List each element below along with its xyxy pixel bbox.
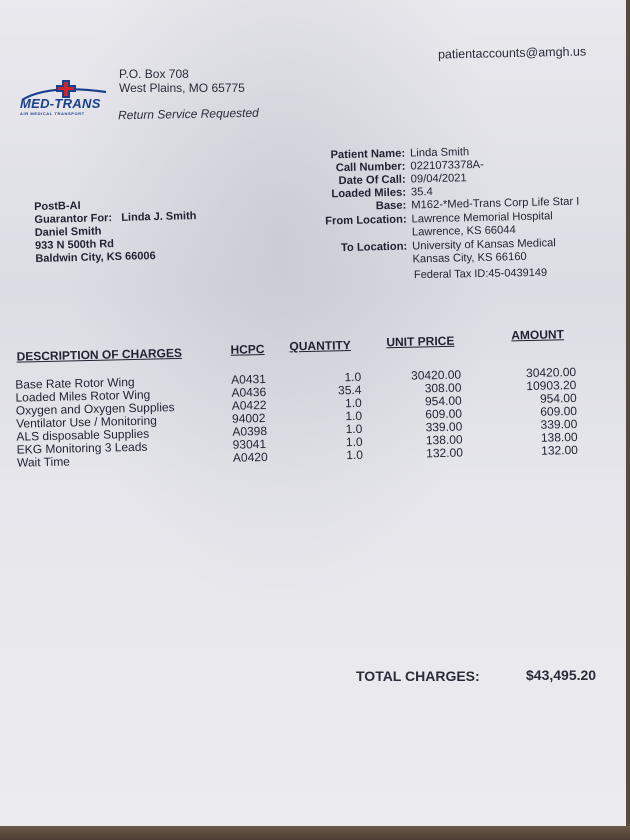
row-quantity: 1.0 [344, 395, 362, 411]
guarantor-for-value: Linda J. Smith [121, 210, 197, 224]
med-trans-logo [18, 78, 118, 118]
row-hcpc: A0398 [232, 423, 268, 439]
to-location-label: To Location: [340, 240, 408, 255]
header-unit-price: UNIT PRICE [386, 333, 455, 350]
guarantor-city: Baldwin City, KS 66006 [35, 250, 156, 265]
patient-info-block [300, 143, 603, 270]
row-unit-price: 339.00 [425, 419, 463, 435]
from-location-city: Lawrence, KS 66044 [411, 224, 516, 239]
from-location-label: From Location: [325, 213, 407, 228]
patient-name-row [300, 143, 600, 162]
row-hcpc: 94002 [231, 411, 266, 426]
row-quantity: 1.0 [345, 408, 363, 424]
row-amount: 138.00 [540, 429, 578, 445]
loaded-miles-label: Loaded Miles: [331, 186, 407, 201]
email-address: patientaccounts@amgh.us [437, 44, 587, 62]
guarantor-name: Daniel Smith [34, 225, 102, 239]
to-location-value: University of Kansas Medical [412, 237, 556, 253]
row-hcpc: 93041 [232, 436, 267, 452]
table-surface [0, 826, 630, 840]
row-description: ALS disposable Supplies [16, 426, 150, 444]
sender-po-box: P.O. Box 708 [119, 67, 189, 81]
guarantor-block [34, 197, 198, 266]
from-location-value: Lawrence Memorial Hospital [411, 210, 553, 226]
federal-tax-id: Federal Tax ID:45-0439149 [413, 266, 548, 282]
call-number-value: 0221073378A- [410, 158, 484, 173]
row-hcpc: A0431 [231, 371, 267, 387]
guarantor-code: PostB-AI [34, 199, 81, 213]
date-of-call-value: 09/04/2021 [410, 172, 467, 186]
guarantor-for-label: Guarantor For: [34, 212, 113, 226]
row-amount: 954.00 [539, 390, 577, 406]
row-quantity: 1.0 [345, 434, 363, 450]
row-hcpc: A0420 [232, 449, 268, 465]
sender-city: West Plains, MO 65775 [119, 81, 245, 95]
logo-tagline: AIR MEDICAL TRANSPORT [20, 111, 85, 116]
row-quantity: 35.4 [337, 382, 362, 398]
total-charges-value: $43,495.20 [526, 667, 597, 683]
base-label: Base: [375, 199, 407, 213]
call-number-label: Call Number: [335, 160, 406, 175]
logo-wordmark: MED-TRANS [20, 96, 101, 111]
date-of-call-label: Date Of Call: [338, 173, 406, 188]
row-description: Ventilator Use / Monitoring [15, 413, 158, 431]
row-unit-price: 954.00 [424, 393, 462, 409]
row-amount: 609.00 [540, 403, 578, 419]
row-unit-price: 132.00 [426, 445, 464, 461]
row-description: EKG Monitoring 3 Leads [16, 439, 148, 457]
row-unit-price: 30420.00 [410, 367, 462, 383]
row-hcpc: A0436 [231, 384, 267, 400]
row-description: Oxygen and Oxygen Supplies [15, 400, 175, 418]
row-description: Loaded Miles Rotor Wing [15, 387, 151, 405]
row-amount: 132.00 [541, 442, 579, 458]
patient-name-label: Patient Name: [330, 147, 406, 162]
base-value: M162-*Med-Trans Corp Life Star I [411, 195, 580, 212]
row-quantity: 1.0 [346, 447, 364, 463]
total-charges-label: TOTAL CHARGES: [356, 668, 480, 684]
row-amount: 339.00 [540, 416, 578, 432]
row-hcpc: A0422 [231, 397, 267, 413]
row-quantity: 1.0 [345, 421, 363, 437]
to-location-city: Kansas City, KS 66160 [412, 250, 527, 266]
return-service-requested: Return Service Requested [117, 105, 259, 123]
row-description: Wait Time [16, 454, 71, 470]
row-unit-price: 308.00 [424, 380, 462, 396]
header-description: DESCRIPTION OF CHARGES [16, 345, 183, 364]
guarantor-street: 933 N 500th Rd [34, 238, 115, 252]
header-hcpc: HCPC [230, 342, 265, 357]
row-quantity: 1.0 [344, 369, 362, 385]
header-amount: AMOUNT [511, 327, 565, 343]
row-amount: 10903.20 [526, 377, 577, 394]
row-description: Base Rate Rotor Wing [15, 374, 135, 392]
charges-table [0, 316, 629, 470]
header-quantity: QUANTITY [289, 338, 351, 354]
patient-name-value: Linda Smith [409, 146, 470, 160]
row-unit-price: 138.00 [425, 432, 463, 448]
loaded-miles-value: 35.4 [410, 186, 433, 199]
row-unit-price: 609.00 [425, 406, 463, 422]
row-amount: 30420.00 [525, 364, 577, 381]
